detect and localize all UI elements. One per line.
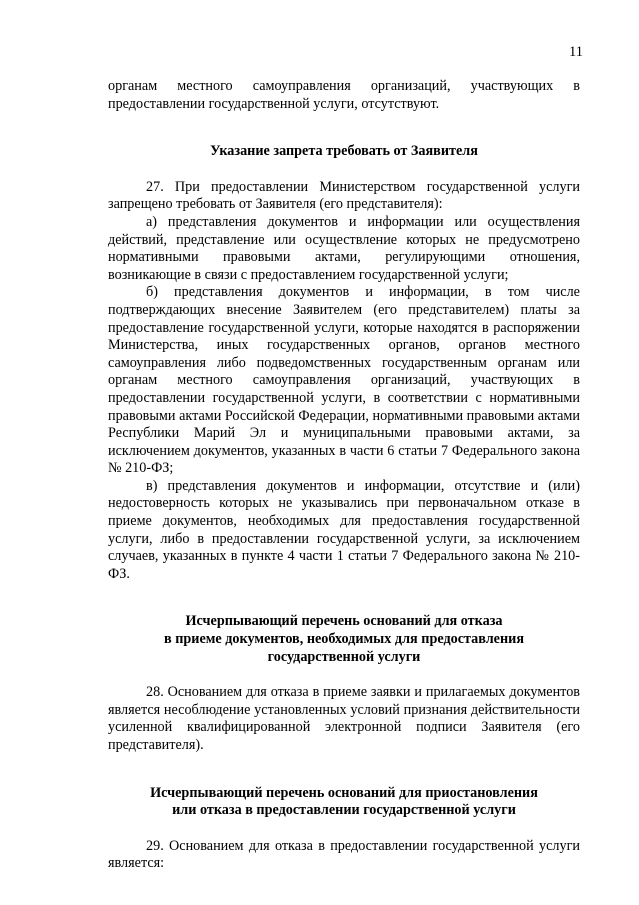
section-heading-prohibition: Указание запрета требовать от Заявителя [210,143,478,160]
document-body [108,78,580,873]
paragraph-27-c: в) представления документов и информации, отсутствие и (или) недостоверность которых не указывались при первоначальном отказе в приеме документов, необходимых для предоставления государственной услуги, либо в предоставлении государственной услуги, за исключением случаев, указанных в пункте 4 части 1 статьи 7 Федерального закона № 210-ФЗ. [108,477,580,582]
paragraph-27-b: б) представления документов и информации, в том числе подтверждающих внесение Заявителем (его представителем) платы за предоставление государственной услуги, которые находятся в распоряжении Министерства, иных государственных органов, органов местного самоуправления либо подведомственных государственным органам или органам местного самоуправления организаций, участвующих в предоставлении государственной услуги, в соответствии с нормативными правовыми актами Российской Федерации, нормативными правовыми актами Республики Марий Эл и муниципальными правовыми актами, за исключением документов, указанных в части 6 статьи 7 Федерального закона № 210-ФЗ; [108,284,580,477]
heading-line: Исчерпывающий перечень оснований для приостановления [150,784,538,801]
paragraph-29: 29. Основанием для отказа в предоставлении государственной услуги является: [108,837,580,872]
heading-line: Исчерпывающий перечень оснований для отказа [185,613,503,630]
section-heading-suspension-refusal [108,785,580,820]
paragraph-28: 28. Основанием для отказа в приеме заявки и прилагаемых документов является несоблюдение установленных условий признания действительности усиленной квалифицированной электронной подписи Заявителя (его представителя). [108,684,580,753]
heading-line: или отказа в предоставлении государственной услуги [172,802,516,819]
heading-line: государственной услуги [267,648,421,665]
paragraph-continuation: органам местного самоуправления организаций, участвующих в предоставлении государственной услуги, отсутствуют. [108,78,580,112]
page-number: 11 [569,44,583,60]
paragraph-27: 27. При предоставлении Министерством государственной услуги запрещено требовать от Заявителя (его представителя): [108,178,580,213]
heading-line: в приеме документов, необходимых для предоставления [164,631,524,648]
section-heading-refusal-reception [108,613,580,666]
paragraph-27-a: а) представления документов и информации или осуществления действий, представление или осуществление которых не предусмотрено нормативными правовыми актами, регулирующими отношения, возникающие в связи с предоставлением государственной услуги; [108,213,580,283]
